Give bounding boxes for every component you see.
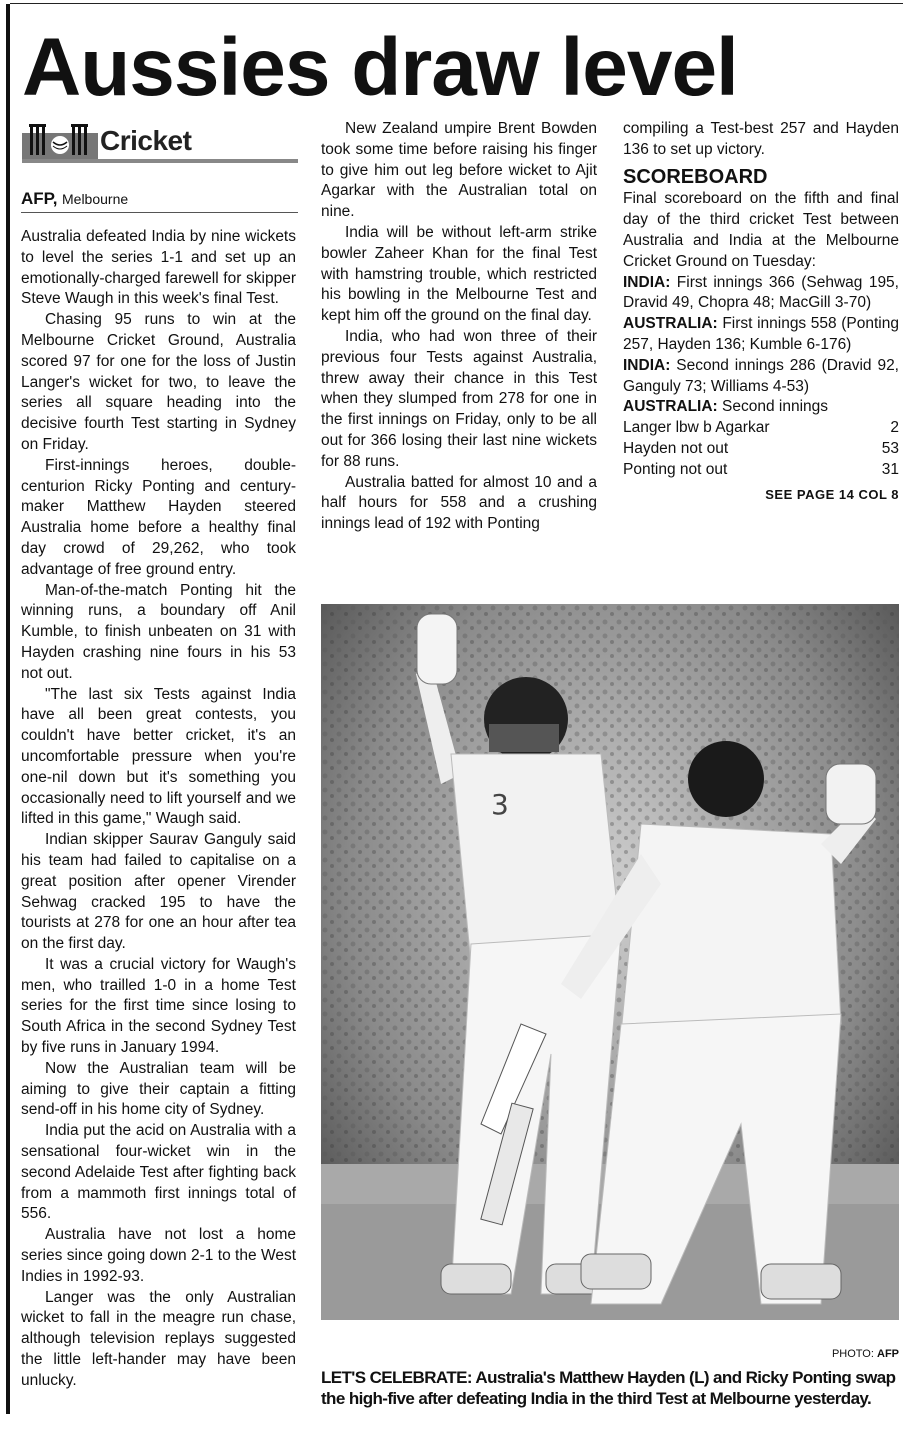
paragraph: Australia batted for almost 10 and a half hours for 558 and a crushing innings lead of 192 with Ponting — [321, 473, 597, 533]
innings-text: First innings 558 (Ponting 257, Hayden 136; Kumble 6-176) — [623, 315, 899, 353]
section-logo — [22, 115, 298, 163]
batsman-runs: 31 — [881, 460, 899, 478]
paragraph: Langer was the only Australian wicket to fall in the meagre run chase, although television replays suggested the little left-hander may have been unlucky. — [21, 1288, 296, 1389]
scoreboard-innings — [623, 397, 899, 418]
innings-team: AUSTRALIA: — [623, 398, 718, 416]
paragraph: New Zealand umpire Brent Bowden took some time before raising his finger to give him out leg before wicket to Ajit Agarkar with the Australian total on nine. — [321, 120, 597, 221]
paragraph: India will be without left-arm strike bowler Zaheer Khan for the final Test with hamstring trouble, which restricted his bowling in the Melbourne Test and kept him off the ground on the final day. — [321, 223, 597, 325]
top-rule — [10, 3, 903, 4]
headline: Aussies draw level — [22, 22, 738, 113]
paragraph: India, who had won three of their previous four Tests against Australia, threw away their chance in this Test when they slumped from 278 for one in the first innings on Friday, only to be all out for 366 losing their last nine wickets for 88 runs. — [321, 327, 597, 470]
batsman-runs: 2 — [890, 419, 899, 437]
article-column-1 — [21, 227, 296, 1392]
paragraph: compiling a Test-best 257 and Hayden 136 to set up victory. — [623, 120, 899, 158]
paragraph: First-innings heroes, double-centurion Ricky Ponting and century-maker Matthew Hayden steered Australia home before a healthy final day crowd of 29,262, who took advantage of free ground entry. — [21, 456, 296, 578]
batting-line — [623, 439, 899, 460]
celebration-photo — [321, 604, 899, 1320]
left-rule — [6, 4, 10, 1414]
caption-text: Australia's Matthew Hayden (L) and Ricky Ponting swap the high-five after defeating India in the third Test at Melbourne yesterday. — [321, 1368, 896, 1408]
section-label: Cricket — [100, 125, 192, 156]
innings-team: AUSTRALIA: — [623, 315, 718, 333]
paragraph: India put the acid on Australia with a sensational four-wicket win in the second Adelaide Test after fighting back from a mammoth first innings total of 556. — [21, 1122, 296, 1223]
photo-image — [321, 604, 899, 1320]
paragraph: Australia have not lost a home series since going down 2-1 to the West Indies in 1992-93. — [21, 1226, 296, 1285]
batting-line — [623, 460, 899, 481]
caption-lead: LET'S CELEBRATE: — [321, 1368, 472, 1387]
paragraph: Indian skipper Saurav Ganguly said his team had failed to capitalise on a great position after opener Virender Sehwag cracked 195 to have the tourists at 278 for one an hour after tea on the first day. — [21, 831, 296, 953]
paragraph: Australia defeated India by nine wickets to level the series 1-1 and set up an emotionally-charged farewell for skipper Steve Waugh in this week's final Test. — [21, 228, 296, 308]
photo-caption — [321, 1367, 911, 1409]
byline-location: Melbourne — [62, 191, 129, 207]
batsman-runs: 53 — [881, 439, 899, 457]
photo-credit — [832, 1348, 899, 1360]
scoreboard-heading: SCOREBOARD — [623, 165, 768, 188]
batsman-name: Langer lbw b Agarkar — [623, 419, 770, 437]
paragraph: Now the Australian team will be aiming to give their captain a fitting send-off in his home city of Sydney. — [21, 1059, 296, 1119]
innings-team: INDIA: — [623, 356, 671, 374]
photo-credit-source: AFP — [877, 1348, 899, 1360]
byline-agency: AFP, — [21, 189, 58, 208]
article-column-2 — [321, 119, 597, 535]
innings-team: INDIA: — [623, 273, 671, 291]
photo-credit-label: PHOTO: — [831, 1348, 874, 1360]
paragraph: Man-of-the-match Ponting hit the winning runs, a boundary off Anil Kumble, to finish unbeaten on 31 with Hayden crashing nine fours in his 53 not out. — [21, 581, 296, 682]
see-page-reference: SEE PAGE 14 COL 8 — [765, 486, 899, 502]
innings-text: First innings 366 (Sehwag 195, Dravid 49, Chopra 48; MacGill 3-70) — [623, 273, 899, 312]
batting-line — [623, 418, 899, 439]
paragraph: It was a crucial victory for Waugh's men, who trailled 1-0 in a home Test series for the first time since losing to South Africa in the second Sydney Test by five runs in January 1994. — [21, 955, 296, 1057]
article-column-3 — [623, 119, 899, 505]
paragraph: "The last six Tests against India have all been great contests, you couldn't have better cricket, it's an uncomfortable pressure when you're one-nil down but it's something you occasionally need to lift yourself and we lifted in this game," Waugh said. — [21, 685, 296, 828]
cricket-logo-icon — [22, 115, 98, 159]
byline — [21, 189, 298, 213]
shirt-number: 3 — [491, 788, 509, 821]
innings-text: Second innings — [722, 398, 829, 416]
batsman-name: Hayden not out — [623, 439, 729, 457]
scoreboard-intro: Final scoreboard on the fifth and final day of the third cricket Test between Australia and India at the Melbourne Cricket Ground on Tuesday: — [623, 190, 899, 270]
scoreboard-innings — [623, 273, 899, 315]
innings-text: Second innings 286 (Dravid 92, Ganguly 73; Williams 4-53) — [623, 356, 899, 395]
scoreboard-innings — [623, 314, 899, 356]
paragraph: Chasing 95 runs to win at the Melbourne Cricket Ground, Australia scored 97 for one for the loss of Justin Langer's wicket for two, to leave the series all square heading into the decisive fourth Test starting in Sydney on Friday. — [21, 311, 296, 453]
scoreboard-innings — [623, 356, 899, 398]
section-logo-underline — [22, 159, 298, 163]
batsman-name: Ponting not out — [623, 460, 728, 478]
